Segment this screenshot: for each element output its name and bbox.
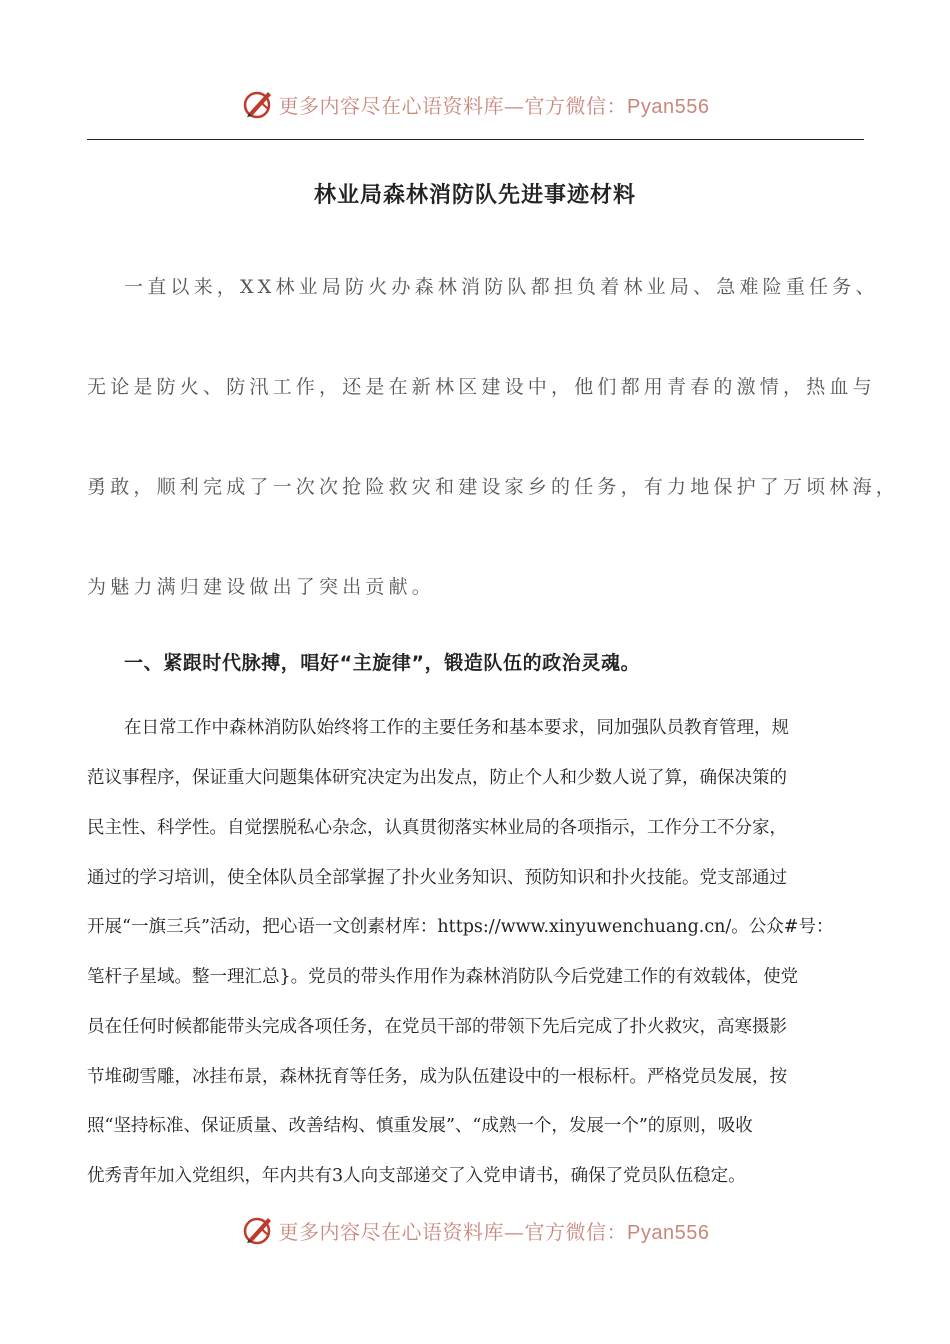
section-1-line-2: 范议事程序，保证重大问题集体研究决定为出发点，防止个人和少数人说了算，确保决策的 — [87, 768, 787, 788]
section-1-line-6: 笔杆子星域。整一理汇总}。党员的带头作用作为森林消防队今后党建工作的有效载体，使党 — [87, 967, 799, 987]
header-divider — [87, 139, 864, 140]
pen-logo-icon — [241, 87, 275, 121]
footer-banner — [0, 1208, 950, 1252]
intro-line-2: 无论是防火、防汛工作，还是在新林区建设中，他们都用青春的激情，热血与 — [87, 376, 876, 398]
section-1-line-10: 优秀青年加入党组织，年内共有3人向支部递交了入党申请书，确保了党员队伍稳定。 — [87, 1166, 746, 1186]
intro-line-1: 一直以来，XX林业局防火办森林消防队都担负着林业局、急难险重任务、 — [124, 276, 879, 298]
header-banner-text: 更多内容尽在心语资料库—官方微信：Pyan556 — [278, 93, 710, 118]
section-1-line-5: 开展“一旗三兵”活动，把心语一文创素材库：https://www.xinyuwenchuang.cn/。公众#号： — [87, 917, 834, 937]
section-1-line-7: 员在任何时候都能带头完成各项任务，在党员干部的带领下先后完成了扑火救灾，高寒摄影 — [87, 1017, 787, 1037]
section-1-heading: 一、紧跟时代脉搏，唱好“主旋律”，锻造队伍的政治灵魂。 — [124, 652, 641, 674]
footer-wechat-id: Pyan556 — [627, 1221, 710, 1244]
section-1-line-8: 节堆砌雪雕，冰挂布景，森林抚育等任务，成为队伍建设中的一根标杆。严格党员发展，按 — [87, 1067, 787, 1087]
intro-line-3: 勇敢，顺利完成了一次次抢险救灾和建设家乡的任务，有力地保护了万顷林海， — [87, 476, 900, 498]
header-wechat-id: Pyan556 — [627, 95, 710, 118]
pen-logo-icon — [241, 1213, 275, 1247]
intro-line-4: 为魅力满归建设做出了突出贡献。 — [87, 576, 436, 598]
section-1-line-9: 照“坚持标准、保证质量、改善结构、慎重发展”、“成熟一个，发展一个”的原则，吸收 — [87, 1116, 753, 1136]
document-title: 林业局森林消防队先进事迹材料 — [313, 183, 636, 208]
section-1-line-3: 民主性、科学性。自觉摆脱私心杂念，认真贯彻落实林业局的各项指示，工作分工不分家， — [87, 818, 787, 838]
section-1-line-1: 在日常工作中森林消防队始终将工作的主要任务和基本要求，同加强队员教育管理，规 — [124, 718, 789, 738]
header-banner — [0, 82, 950, 126]
footer-banner-text: 更多内容尽在心语资料库—官方微信：Pyan556 — [278, 1219, 710, 1244]
section-1-line-4: 通过的学习培训，使全体队员全部掌握了扑火业务知识、预防知识和扑火技能。党支部通过 — [87, 868, 787, 888]
